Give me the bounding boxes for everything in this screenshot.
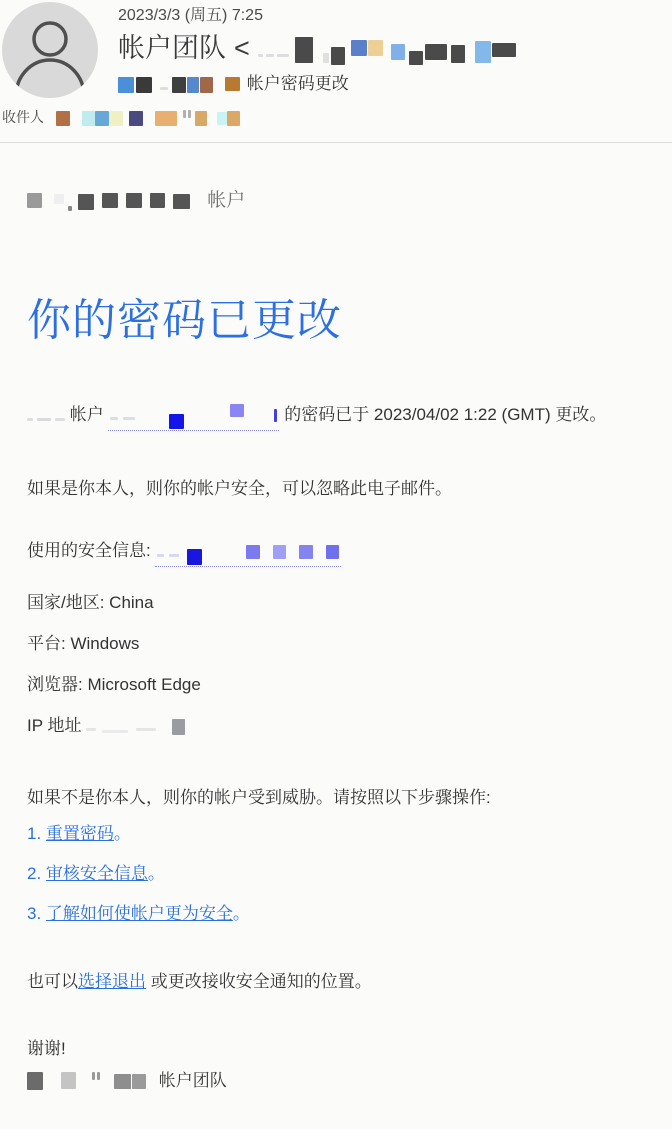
redacted-brand-inline bbox=[27, 403, 65, 427]
step-2-number: 2. bbox=[27, 864, 42, 883]
thanks-line: 谢谢! bbox=[27, 1039, 66, 1058]
redacted-subject-prefix bbox=[118, 72, 242, 96]
email-header bbox=[0, 0, 672, 142]
signature-line bbox=[27, 1069, 652, 1093]
step-1-period: 。 bbox=[113, 824, 131, 843]
security-info-label: 使用的安全信息: bbox=[27, 541, 151, 560]
intro-account-label: 帐户 bbox=[69, 405, 104, 424]
step-1-number: 1. bbox=[27, 824, 42, 843]
redacted-recipients bbox=[56, 106, 240, 128]
headline: 你的密码已更改 bbox=[27, 296, 342, 345]
detail-country: 国家/地区: China bbox=[27, 593, 154, 612]
learn-secure-account-link[interactable]: 了解如何使帐户更为安全 bbox=[45, 904, 233, 923]
avatar[interactable] bbox=[2, 2, 98, 98]
redacted-sender-address bbox=[258, 30, 516, 66]
recipient-label: 收件人 bbox=[2, 109, 44, 125]
step-1 bbox=[27, 822, 652, 846]
intro-text: 的密码已于 2023/04/02 1:22 (GMT) 更改。 bbox=[284, 405, 607, 424]
optout-line bbox=[27, 970, 652, 994]
person-icon bbox=[2, 2, 98, 98]
message-date: 2023/3/3 (周五) 7:25 bbox=[118, 7, 263, 24]
detail-browser: 浏览器: Microsoft Edge bbox=[27, 675, 201, 694]
opt-out-link[interactable]: 选择退出 bbox=[78, 972, 146, 991]
redacted-account-email-link[interactable] bbox=[108, 403, 279, 431]
safe-note: 如果是你本人，则你的帐户安全，可以忽略此电子邮件。 bbox=[27, 479, 452, 498]
security-info-line bbox=[27, 539, 652, 567]
sender-line bbox=[118, 30, 662, 66]
sender-name[interactable]: 帐户团队 bbox=[118, 33, 226, 63]
step-3-number: 3. bbox=[27, 904, 42, 923]
step-2 bbox=[27, 862, 652, 886]
optout-suffix: 或更改接收安全通知的位置。 bbox=[146, 972, 372, 991]
subject-text: 帐户密码更改 bbox=[246, 74, 349, 93]
threat-intro: 如果不是你本人，则你的帐户受到威胁。请按照以下步骤操作: bbox=[27, 788, 491, 807]
redacted-ip-address bbox=[86, 714, 185, 738]
subject-line bbox=[118, 72, 662, 96]
brand-account-label: 帐户 bbox=[207, 190, 246, 211]
ip-label: IP 地址 bbox=[27, 716, 82, 735]
step-2-period: 。 bbox=[147, 864, 165, 883]
brand-line bbox=[27, 143, 652, 213]
sender-address-bracket: < bbox=[234, 33, 250, 63]
review-security-info-link[interactable]: 审核安全信息 bbox=[45, 864, 148, 883]
intro-paragraph bbox=[27, 403, 652, 431]
step-3-period: 。 bbox=[232, 904, 250, 923]
email-body bbox=[0, 143, 672, 1129]
signature-team-label: 帐户团队 bbox=[158, 1071, 227, 1090]
redacted-brand-logo bbox=[27, 189, 190, 213]
detail-ip bbox=[27, 714, 652, 738]
reset-password-link[interactable]: 重置密码 bbox=[45, 824, 114, 843]
header-main bbox=[0, 0, 672, 96]
detail-platform: 平台: Windows bbox=[27, 634, 140, 653]
optout-prefix: 也可以 bbox=[27, 972, 78, 991]
redacted-signature-brand bbox=[27, 1069, 154, 1093]
recipient-row bbox=[0, 106, 672, 142]
redacted-security-info bbox=[155, 539, 341, 567]
step-3 bbox=[27, 902, 652, 926]
